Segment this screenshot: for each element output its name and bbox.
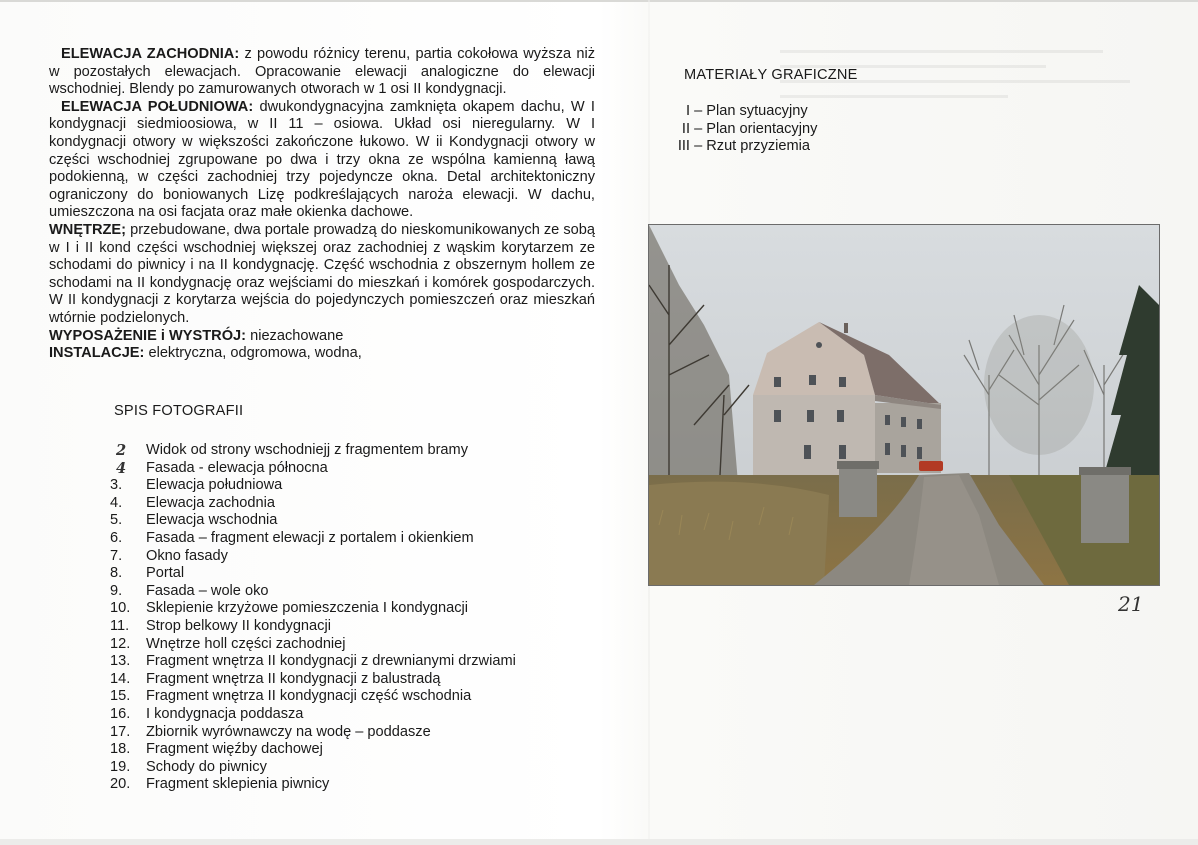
list-item-label: Fragment wnętrza II kondygnacji z balustradą	[146, 670, 441, 687]
list-item-label: Fragment wnętrza II kondygnacji część wschodnia	[146, 688, 472, 705]
roman-numeral: II	[681, 120, 690, 137]
list-item-label: Wnętrze holl części zachodniej	[146, 635, 346, 652]
list-item-number: 2	[116, 442, 127, 459]
interior-paragraph	[49, 222, 595, 328]
list-item-label: I kondygnacja poddasza	[146, 705, 304, 722]
list-item-number: 4.	[110, 494, 123, 511]
page-number: 21	[1118, 592, 1144, 616]
list-item	[108, 460, 588, 478]
list-item-label: Fasada – wole oko	[146, 582, 269, 599]
list-item	[108, 530, 588, 548]
south-elevation-text: dwukondygnacyjna zamknięta okapem dachu, W I kondygnacji siedmioosiowa, w II 11 – osiowa. Układ osi nieregularny. W I kondygnacji otwory w większości zakończone łukowo. W ii Kondygnacji otwory w części wschodniej zgrupowane po dwa i trzy okna ze wspólna kamienną ławą podokienną, w części zachodniej trzy pojedyncze okna. Detal architektoniczny ograniczony do boniowanych Lizę podkreślających naroża elewacji. W dachu, umieszczona na osi facjata oraz małe okienka dachowe.	[49, 98, 595, 221]
list-item	[108, 688, 588, 706]
building-description	[49, 46, 595, 363]
list-item-label: Strop belkowy II kondygnacji	[146, 617, 331, 634]
list-item-label: Schody do piwnicy	[146, 758, 267, 775]
installations-paragraph	[49, 345, 595, 363]
furnishing-paragraph	[49, 328, 595, 346]
building-photo	[648, 224, 1160, 586]
list-item-number: 13.	[110, 653, 131, 670]
roman-numeral: I	[685, 103, 690, 119]
list-item-label: – Rzut przyziemia	[694, 138, 811, 155]
list-item-number: 20.	[110, 776, 131, 793]
list-item-number: 15.	[110, 688, 131, 705]
list-item	[108, 724, 588, 742]
list-item	[108, 741, 588, 759]
list-item-number: 7.	[110, 547, 123, 564]
scan-top-edge	[0, 0, 1198, 2]
list-item-label: Portal	[146, 565, 185, 582]
list-item-number: 5.	[110, 512, 123, 529]
list-item-number: 12.	[110, 635, 131, 652]
list-item	[108, 565, 588, 583]
list-item	[108, 759, 588, 777]
west-elevation-heading: ELEWACJA ZACHODNIA:	[61, 46, 240, 62]
list-item-number: 6.	[110, 529, 123, 546]
list-item-number: 8.	[110, 565, 123, 582]
list-item-label: – Plan orientacyjny	[694, 120, 818, 137]
list-item	[108, 512, 588, 530]
list-item-number: 10.	[110, 600, 131, 617]
photo-index-title: SPIS FOTOGRAFII	[114, 403, 244, 419]
list-item	[108, 618, 588, 636]
south-elevation-heading: ELEWACJA POŁUDNIOWA:	[61, 98, 254, 115]
list-item-label: Fasada – fragment elewacji z portalem i okienkiem	[146, 529, 474, 546]
list-item	[660, 121, 817, 139]
list-item-label: Elewacja południowa	[146, 477, 283, 494]
list-item-label: Fragment wnętrza II kondygnacji z drewnianymi drzwiami	[146, 653, 516, 670]
list-item-label: – Plan sytuacyjny	[694, 103, 808, 119]
list-item-number: 19.	[110, 758, 131, 775]
list-item-label: Okno fasady	[146, 547, 228, 564]
list-item-number: 17.	[110, 723, 131, 740]
west-elevation-paragraph	[49, 46, 595, 99]
list-item	[108, 548, 588, 566]
list-item-label: Fragment więźby dachowej	[146, 741, 323, 758]
list-item-number: 14.	[110, 670, 131, 687]
list-item-label: Elewacja zachodnia	[146, 494, 275, 511]
list-item	[108, 636, 588, 654]
list-item-label: Widok od strony wschodniejj z fragmentem bramy	[146, 442, 468, 458]
list-item-number: 18.	[110, 741, 131, 758]
installations-text: elektryczna, odgromowa, wodna,	[144, 345, 362, 362]
list-item-number: 3.	[110, 477, 123, 494]
list-item	[108, 776, 588, 794]
furnishing-heading: WYPOSAŻENIE i WYSTRÓJ:	[49, 327, 247, 344]
list-item-number: 16.	[110, 705, 131, 722]
list-item	[108, 706, 588, 724]
installations-heading: INSTALACJE:	[49, 345, 145, 362]
south-elevation-paragraph	[49, 99, 595, 222]
list-item-label: Zbiornik wyrównawczy na wodę – poddasze	[146, 723, 431, 740]
list-item	[660, 103, 817, 121]
photo-index-list	[108, 442, 588, 794]
graphic-materials-title: MATERIAŁY GRAFICZNE	[684, 67, 858, 83]
interior-text: przebudowane, dwa portale prowadzą do nieskomunikowanych ze sobą w I i II kond części wschodniej większej oraz zachodniej z wąskim korytarzem ze schodami do piwnicy i na II kondygnację. Część wschodnia z obszernym hollem ze schodami na II kondygnację oraz wejściami do mieszkań i komórek gospodarczych. W II kondygnacji z korytarza wejścia do pojedynczych pomieszczeń oraz mieszkań wtórnie podzielonych.	[49, 221, 595, 326]
graphic-materials-list	[660, 103, 817, 156]
list-item	[108, 583, 588, 601]
list-item-number: 9.	[110, 582, 123, 599]
list-item-label: Fragment sklepienia piwnicy	[146, 776, 330, 793]
list-item-number: 11.	[110, 617, 130, 634]
interior-heading: WNĘTRZE;	[49, 221, 127, 238]
west-elevation-text: z powodu różnicy terenu, partia cokołowa wyższa niż w pozostałych elewacjach. Opracowanie elewacji analogiczne do elewacji wschodniej. Blendy po zamurowanych otworach w 1 osi II kondygnacji.	[49, 46, 596, 98]
list-item	[108, 600, 588, 618]
scan-bottom-edge	[0, 839, 1198, 845]
bleed-through-text	[780, 38, 1160, 158]
list-item-number: 4	[116, 459, 127, 477]
list-item	[108, 442, 588, 460]
list-item-label: Fasada - elewacja północna	[146, 459, 328, 476]
list-item	[108, 653, 588, 671]
list-item-label: Elewacja wschodnia	[146, 512, 278, 529]
list-item	[108, 477, 588, 495]
list-item	[108, 671, 588, 689]
list-item	[108, 495, 588, 513]
list-item-label: Sklepienie krzyżowe pomieszczenia I kondygnacji	[146, 600, 469, 617]
roman-numeral: III	[677, 138, 690, 155]
furnishing-text: niezachowane	[246, 327, 344, 344]
list-item	[660, 138, 817, 156]
